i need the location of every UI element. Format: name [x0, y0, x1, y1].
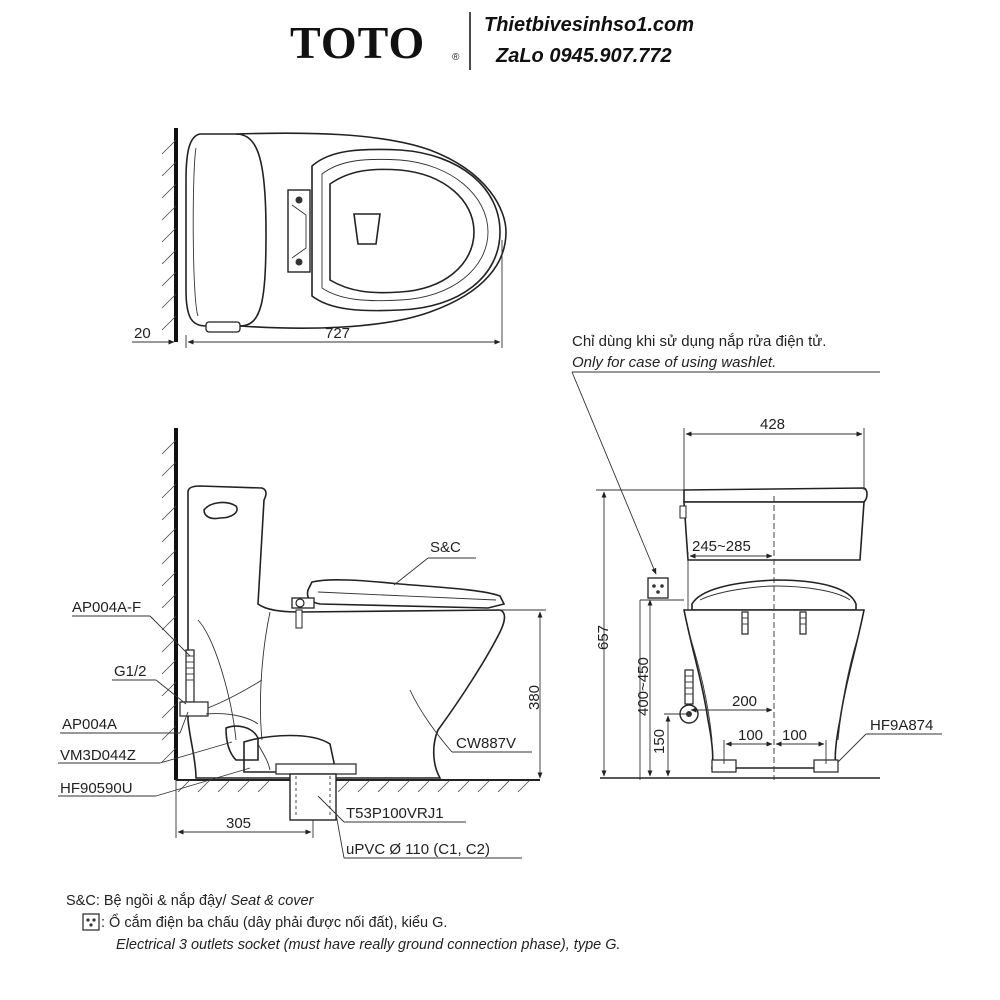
legend-seat-en: Seat & cover	[226, 893, 314, 909]
top-view-hinge	[288, 190, 310, 272]
label-ap004a: AP004A	[62, 716, 118, 733]
toto-logo: TOTO	[290, 17, 426, 68]
label-seat-cover: S&C	[430, 539, 461, 556]
label-upvc-pipe: uPVC Ø 110 (C1, C2)	[346, 841, 490, 858]
top-view	[132, 128, 506, 348]
washlet-note-leader	[572, 372, 656, 574]
dim-supply-height: 150	[651, 728, 668, 754]
front-view-tank	[684, 488, 867, 502]
washlet-note-vi: Chỉ dùng khi sử dụng nắp rửa điện tử.	[572, 333, 827, 350]
top-view-drain	[354, 214, 380, 244]
label-ap004a-f: AP004A-F	[72, 599, 142, 616]
dim-overall-length: 727	[325, 325, 351, 342]
dim-width: 428	[760, 416, 786, 433]
legend-socket-vi: : Ổ cắm điện ba chấu (dây phải được nối đất), kiểu G.	[101, 915, 448, 931]
label-vm3d044z: VM3D044Z	[60, 747, 136, 764]
dim-supply-offset: 200	[732, 693, 758, 710]
website-text: Thietbivesinhso1.com	[484, 14, 695, 36]
dim-seat-height: 380	[526, 684, 543, 710]
front-view	[572, 333, 942, 780]
front-view-supply-valve	[680, 670, 698, 723]
label-g12: G1/2	[114, 663, 147, 680]
dim-bolt-spacing: 245~285	[692, 538, 751, 555]
top-view-flush-button	[206, 322, 240, 332]
socket-icon	[83, 914, 99, 930]
legend-seat-vi: S&C: Bệ ngồi & nắp đậy/	[66, 893, 227, 909]
legend-socket-en: Electrical 3 outlets socket (must have really ground connection phase), type G.	[116, 937, 621, 953]
zalo-text: ZaLo 0945.907.772	[496, 45, 672, 67]
dim-height: 657	[595, 624, 612, 650]
label-cw887v: CW887V	[456, 735, 517, 752]
dim-socket-height: 400~450	[635, 657, 652, 716]
brand-header	[290, 12, 694, 70]
side-view-floor-hatch	[178, 780, 530, 792]
top-view-tank	[186, 134, 266, 326]
dim-foot-left: 100	[738, 727, 764, 744]
dim-wall-gap: 20	[134, 325, 151, 342]
side-view-wall-hatch	[162, 440, 176, 762]
dim-rough-in: 305	[226, 815, 252, 832]
top-view-wall-hatch	[162, 140, 176, 330]
label-t53p100vrj1: T53P100VRJ1	[346, 805, 444, 822]
side-view	[58, 428, 546, 858]
label-hf9a874: HF9A874	[870, 717, 934, 734]
legend-seat-cover	[66, 892, 315, 909]
label-hf90590u: HF90590U	[60, 780, 133, 797]
registered-mark: ®	[452, 52, 460, 63]
side-view-seat-cover	[308, 580, 505, 608]
dim-foot-right: 100	[782, 727, 808, 744]
washlet-note-en: Only for case of using washlet.	[572, 354, 777, 371]
front-view-socket	[648, 578, 668, 598]
top-view-bowl-outline	[236, 133, 506, 328]
side-view-flush-lever	[204, 503, 237, 519]
legend	[66, 892, 621, 953]
top-view-bowl-inner	[330, 169, 474, 292]
